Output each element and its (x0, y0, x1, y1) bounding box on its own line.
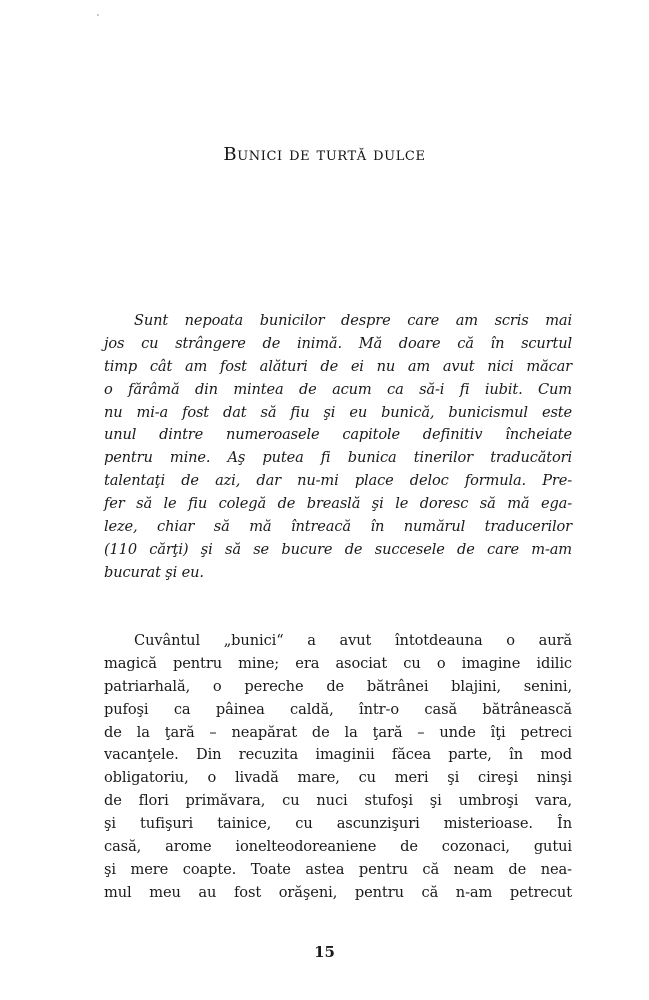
body-paragraph (104, 630, 572, 905)
text-line: Sunt nepoata bunicilor despre care am scris mai (134, 312, 572, 329)
text-line: jos cu strângere de inimă. Mă doare că în scurtul (104, 334, 572, 352)
page-number: 15 (314, 943, 335, 961)
text-line: Cuvântul „bunici“ a avut întotdeauna o aură (134, 632, 572, 649)
text-line: o fărâmă din mintea de acum ca să-i fi iubit. Cum (104, 380, 572, 398)
text-line: casă, arome ionelteodoreaniene de cozonaci, gutui (104, 838, 572, 856)
text-line: şi tufişuri tainice, cu ascunzişuri misterioase. În (104, 815, 572, 833)
scan-speck (97, 14, 99, 16)
text-line: nu mi-a fost dat să fiu şi eu bunică, bunicismul este (104, 403, 572, 421)
chapter-title: Bunici de turtă dulce (223, 144, 426, 165)
text-line: timp cât am fost alături de ei nu am avut nici măcar (104, 357, 572, 375)
text-line: bucurat şi eu. (104, 563, 204, 581)
text-line: talentaţi de azi, dar nu-mi place deloc formula. Pre- (104, 472, 572, 490)
text-line: leze, chiar să mă întreacă în numărul traducerilor (104, 518, 572, 536)
text-line: pentru mine. Aş putea fi bunica tinerilor traducători (104, 449, 572, 467)
text-line: vacanţele. Din recuzita imaginii făcea parte, în mod (104, 746, 572, 764)
text-line: de flori primăvara, cu nuci stufoşi şi umbroşi vara, (104, 792, 572, 810)
text-line: pufoşi ca pâinea caldă, într-o casă bătrânească (104, 700, 572, 718)
text-line: patriarhală, o pereche de bătrânei blajini, senini, (104, 677, 572, 695)
text-line: obligatoriu, o livadă mare, cu meri şi cireşi ninşi (104, 769, 572, 787)
text-line: şi mere coapte. Toate astea pentru că neam de nea- (104, 860, 572, 878)
text-line: mul meu au fost orăşeni, pentru că n-am petrecut (104, 883, 572, 901)
text-line: unul dintre numeroasele capitole definitiv încheiate (104, 426, 572, 444)
text-line: fer să le fiu colegă de breaslă şi le doresc să mă ega- (104, 495, 572, 513)
text-line: de la ţară – neapărat de la ţară – unde îţi petreci (104, 723, 572, 741)
foreword-paragraph (104, 310, 572, 585)
text-line: (110 cărţi) şi să se bucure de succesele de care m-am (104, 540, 572, 558)
text-line: magică pentru mine; era asociat cu o imagine idilic (104, 654, 572, 672)
